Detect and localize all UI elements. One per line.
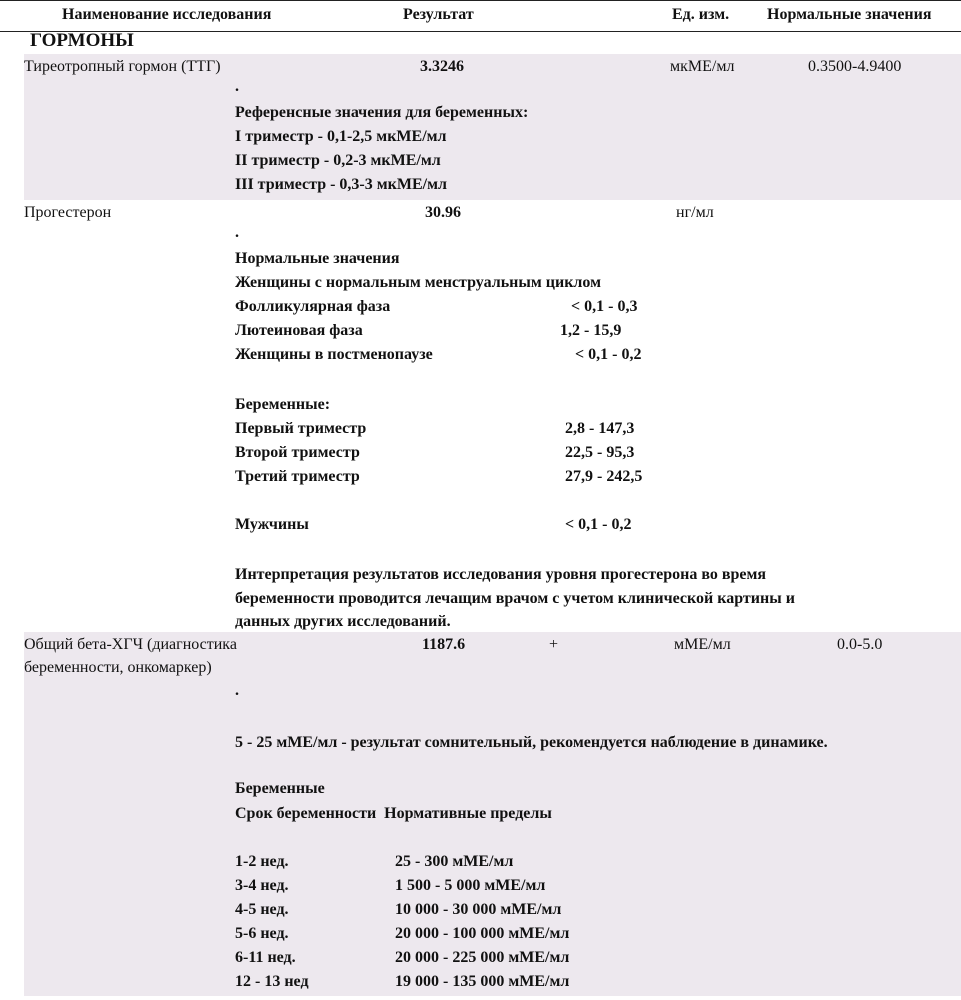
hcg-table-heading: Срок беременности Нормативные пределы <box>235 805 552 822</box>
hcg-pregnant-heading: Беременные <box>235 780 325 797</box>
phase-value: < 0,1 - 0,3 <box>571 298 638 315</box>
hcg-week-term: 5-6 нед. <box>235 925 289 942</box>
hcg-week-term: 1-2 нед. <box>235 853 289 870</box>
tsh-note: III триместр - 0,3-3 мкМЕ/мл <box>235 176 447 193</box>
hcg-flag: + <box>549 636 559 653</box>
tsh-name: Тиреотропный гормон (ТТГ) <box>24 58 221 75</box>
header-unit: Ед. изм. <box>672 6 730 23</box>
tsh-norm: 0.3500-4.9400 <box>808 58 902 75</box>
trimester-label: Третий триместр <box>235 468 360 485</box>
interpretation-line: данных других исследований. <box>235 613 451 630</box>
hcg-name-line2: беременности, онкомаркер) <box>24 659 212 676</box>
progesterone-unit: нг/мл <box>676 204 714 221</box>
hcg-doubtful: 5 - 25 мМЕ/мл - результат сомнительный, рекомендуется наблюдение в динамике. <box>235 734 828 751</box>
tsh-dot: . <box>235 78 239 95</box>
tsh-note: Референсные значения для беременных: <box>235 104 529 121</box>
hcg-result: 1187.6 <box>422 636 466 653</box>
trimester-value: 22,5 - 95,3 <box>565 444 635 461</box>
progesterone-result: 30.96 <box>425 204 461 221</box>
progesterone-name: Прогестерон <box>24 204 112 221</box>
table-header <box>0 0 961 32</box>
men-value: < 0,1 - 0,2 <box>565 516 632 533</box>
tsh-note: II триместр - 0,2-3 мкМЕ/мл <box>235 152 441 169</box>
hcg-week-range: 19 000 - 135 000 мМЕ/мл <box>395 973 570 990</box>
hcg-week-term: 3-4 нед. <box>235 877 289 894</box>
header-name: Наименование исследования <box>62 6 272 23</box>
progesterone-heading: Нормальные значения <box>235 250 400 267</box>
phase-value: 1,2 - 15,9 <box>560 322 622 339</box>
section-title: ГОРМОНЫ <box>30 30 134 51</box>
progesterone-subheading: Женщины с нормальным менструальным циклом <box>235 274 601 291</box>
trimester-label: Первый триместр <box>235 420 367 437</box>
hcg-week-range: 1 500 - 5 000 мМЕ/мл <box>395 877 546 894</box>
pregnant-heading: Беременные: <box>235 396 331 413</box>
hcg-week-range: 25 - 300 мМЕ/мл <box>395 853 514 870</box>
header-result: Результат <box>403 6 474 23</box>
interpretation-line: беременности проводится лечащим врачом с учетом клинической картины и <box>235 590 795 607</box>
hcg-week-range: 10 000 - 30 000 мМЕ/мл <box>395 901 562 918</box>
phase-label: Фолликулярная фаза <box>235 298 391 315</box>
men-label: Мужчины <box>235 516 309 533</box>
hcg-unit: мМЕ/мл <box>674 636 731 653</box>
tsh-result: 3.3246 <box>420 58 464 75</box>
phase-value: < 0,1 - 0,2 <box>575 346 642 363</box>
phase-label: Лютеиновая фаза <box>235 322 363 339</box>
hcg-week-term: 6-11 нед. <box>235 949 296 966</box>
tsh-unit: мкМЕ/мл <box>670 58 735 75</box>
hcg-week-term: 4-5 нед. <box>235 901 289 918</box>
hcg-norm: 0.0-5.0 <box>837 636 883 653</box>
phase-label: Женщины в постменопаузе <box>235 346 433 363</box>
trimester-label: Второй триместр <box>235 444 360 461</box>
hcg-week-range: 20 000 - 225 000 мМЕ/мл <box>395 949 570 966</box>
trimester-value: 2,8 - 147,3 <box>565 420 635 437</box>
hcg-week-term: 12 - 13 нед <box>235 973 309 990</box>
hcg-week-range: 20 000 - 100 000 мМЕ/мл <box>395 925 570 942</box>
hcg-name-line1: Общий бета-ХГЧ (диагностика <box>24 636 237 653</box>
interpretation-line: Интерпретация результатов исследования уровня прогестерона во время <box>235 566 767 583</box>
progesterone-dot: . <box>235 224 239 241</box>
tsh-note: I триместр - 0,1-2,5 мкМЕ/мл <box>235 128 447 145</box>
header-norm: Нормальные значения <box>767 6 932 23</box>
hcg-dot: . <box>235 682 239 699</box>
trimester-value: 27,9 - 242,5 <box>565 468 643 485</box>
